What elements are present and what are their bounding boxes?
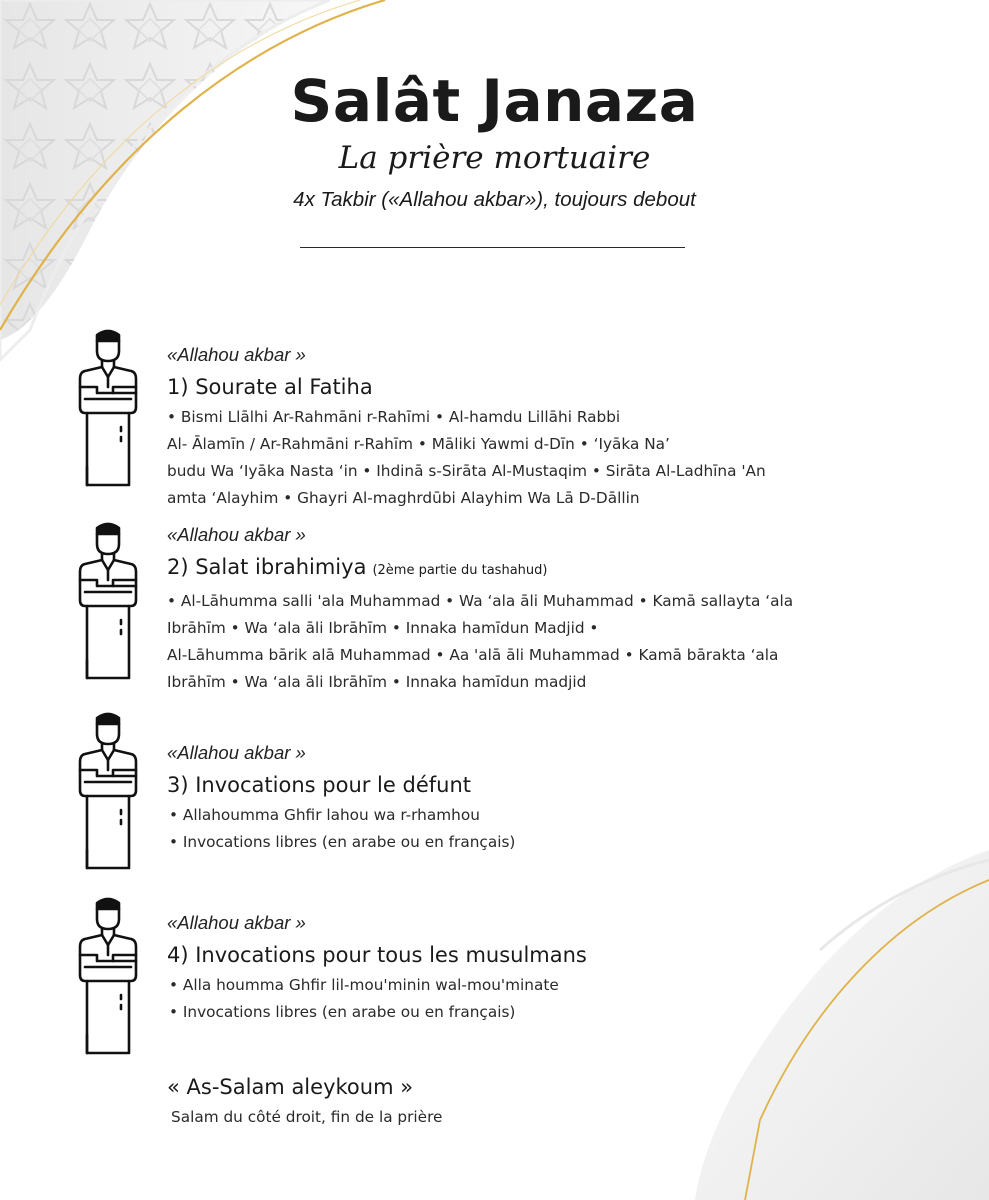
step-title-text: 2) Salat ibrahimiya: [167, 555, 367, 579]
step-1: [167, 342, 957, 512]
invocation-list: [167, 802, 957, 856]
list-item: • Alla houmma Ghfir lil-mou'minin wal-mou'minate: [169, 976, 559, 994]
recitation-line: amta ‘Alayhim • Ghayri Al-maghrdūbi Alayhim Wa Lā D-Dāllin: [167, 489, 640, 507]
recitation-line: budu Wa ‘Iyāka Nasta ‘in • Ihdinā s-Sirāta Al-Mustaqim • Sirāta Al-Ladhīna 'An: [167, 462, 766, 480]
takbir-label: «Allahou akbar »: [167, 524, 306, 545]
recitation-line: • Bismi Llālhi Ar-Rahmāni r-Rahīmi • Al-hamdu Lillāhi Rabbi: [167, 408, 621, 426]
recitation-line: Al- Ālamīn / Ar-Rahmāni r-Rahīm • Māliki Yawmi d-Dīn • ‘Iyāka Na’: [167, 435, 670, 453]
tagline: 4x Takbir («Allahou akbar»), toujours debout: [293, 188, 696, 211]
standing-prayer-figure-icon: [73, 710, 143, 875]
step-title: [167, 372, 957, 402]
takbir-label: «Allahou akbar »: [167, 344, 306, 365]
takbir-label: «Allahou akbar »: [167, 912, 306, 933]
recitation-line: Ibrāhīm • Wa ‘ala āli Ibrāhīm • Innaka hamīdun madjid: [167, 673, 587, 691]
page-subtitle: La prière mortuaire: [338, 140, 651, 176]
standing-prayer-figure-icon: [73, 520, 143, 685]
list-item: • Invocations libres (en arabe ou en français): [169, 1003, 516, 1021]
closing-subtitle: Salam du côté droit, fin de la prière: [171, 1108, 443, 1126]
standing-prayer-figure-icon: [73, 327, 143, 492]
divider: [300, 247, 685, 248]
step-recitation: [167, 404, 957, 512]
recitation-line: Ibrāhīm • Wa ‘ala āli Ibrāhīm • Innaka hamīdun Madjid •: [167, 619, 599, 637]
step-title: [167, 940, 957, 970]
step-3: [167, 740, 957, 856]
step-title: [167, 552, 957, 586]
step-2: [167, 522, 957, 696]
step-note: (2ème partie du tashahud): [372, 563, 548, 578]
recitation-line: Al-Lāhumma bārik alā Muhammad • Aa 'alā āli Muhammad • Kamā bārakta ‘ala: [167, 646, 779, 664]
step-title-text: 1) Sourate al Fatiha: [167, 375, 373, 399]
recitation-line: • Al-Lāhumma salli 'ala Muhammad • Wa ‘ala āli Muhammad • Kamā sallayta ‘ala: [167, 592, 794, 610]
standing-prayer-figure-icon: [73, 895, 143, 1060]
closing-title: « As-Salam aleykoum »: [167, 1075, 414, 1099]
step-title: [167, 770, 957, 800]
step-4: [167, 910, 957, 1026]
step-recitation: [167, 588, 957, 696]
list-item: • Allahoumma Ghfir lahou wa r-rhamhou: [169, 806, 480, 824]
closing: [167, 1072, 442, 1130]
step-title-text: 4) Invocations pour tous les musulmans: [167, 943, 587, 967]
invocation-list: [167, 972, 957, 1026]
step-title-text: 3) Invocations pour le défunt: [167, 773, 471, 797]
takbir-label: «Allahou akbar »: [167, 742, 306, 763]
list-item: • Invocations libres (en arabe ou en français): [169, 833, 516, 851]
page-title: Salât Janaza: [290, 67, 699, 135]
